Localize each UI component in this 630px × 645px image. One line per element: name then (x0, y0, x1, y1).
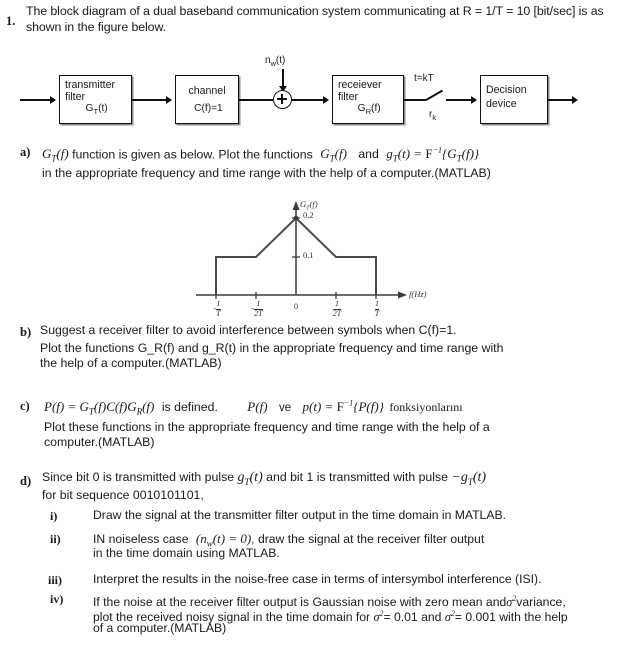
wire-switch-to-decision (446, 99, 473, 101)
part-b-line1: Suggest a receiver filter to avoid interference between symbols when C(f)=1. (40, 323, 457, 337)
subitem-iv-sigma-3: $\sigma^2$ (444, 609, 455, 625)
subitem-ii-text-b: , draw the signal at the receiver filter output (251, 532, 485, 546)
gt-spectrum-chart (186, 196, 436, 318)
part-c-equation: $P(f) = G_T(f)C(f)G_R(f)$ (44, 399, 155, 417)
subitem-iv-marker: iv) (50, 592, 64, 606)
chart-peak-marker (294, 216, 299, 221)
block-diagram (20, 55, 580, 140)
receiver-filter-line1: receiever (338, 79, 382, 91)
subitem-ii-text-a: IN noiseless case (93, 532, 189, 546)
part-a-line2: in the appropriate frequency and time range with the help of a computer.(MATLAB) (42, 166, 491, 180)
arrow-sum-to-receiver (323, 96, 329, 104)
part-a-fn2: $g_T(t) = F^{-1}\{G_T(f)\}$ (386, 146, 480, 164)
part-c-fn1: P(f) (247, 399, 268, 415)
subitem-iv-text-e: = 0.001 with the help (454, 610, 568, 625)
transmitter-filter-sublabel: $G_T(t)$ (85, 103, 108, 117)
subitem-iv-sigma-2: $\sigma^2$ (373, 609, 384, 625)
part-c-line1 (44, 396, 629, 420)
question-number: 1. (6, 14, 16, 28)
chart-xlabel-pos1-2T: $\frac{1}{2T}$ (332, 299, 342, 318)
wire-sum-to-receiver (292, 99, 325, 101)
subitem-ii-marker: ii) (50, 532, 61, 546)
subitem-iv-text-c: plot the received noisy signal in the time domain for (93, 610, 371, 625)
channel-sublabel: C(f)=1 (194, 103, 223, 114)
part-c-ve: ve (278, 402, 292, 415)
chart-ylabel-0-2: 0.2 (303, 210, 314, 220)
subitem-iii-line1: Interpret the results in the noise-free case in terms of intersymbol interference (ISI). (93, 572, 542, 586)
part-a-gt-f: $G_T(f)$ (42, 146, 69, 164)
chart-y-axis-arrow (293, 201, 300, 210)
part-d-pulse-negative: $-g_T(t)$ (451, 470, 487, 487)
transmitter-filter-line1: transmitter (65, 79, 116, 91)
subitem-ii-noise-expr: $(n_w(t) = 0)$ (195, 531, 252, 549)
chart-xlabel-zero: 0 (294, 302, 298, 311)
arrow-switch-to-decision (471, 96, 477, 104)
noise-label: $n_w(t)$ (265, 55, 286, 68)
part-b-line2: Plot the functions G_R(f) and g_R(t) in the appropriate frequency and time range with (40, 341, 504, 355)
part-b-letter: b) (20, 325, 32, 339)
part-c-letter: c) (20, 399, 30, 413)
subitem-iv-sigma-1: $\sigma^2$ (506, 594, 517, 610)
arrow-tx-to-channel (166, 96, 172, 104)
receiver-filter-sublabel: $G_R(f)$ (357, 103, 381, 117)
subitem-iv-text-d: = 0.01 and (383, 610, 442, 625)
chart-xlabel-neg1-2T: - $\frac{1}{2T}$ (251, 299, 263, 318)
part-c-turkish-tail: fonksiyonlarını (389, 400, 463, 415)
chart-xlabel-pos1T: $\frac{1}{T}$ (374, 299, 380, 318)
wire-tx-to-channel (132, 99, 168, 101)
receiver-filter-line2: filter (338, 91, 359, 103)
chart-x-axis-arrow (398, 292, 407, 299)
arrow-input (50, 96, 56, 104)
wire-input (20, 99, 52, 101)
part-d-pulse-positive: $g_T(t)$ (237, 470, 263, 487)
sampler-output-label: $r_k$ (429, 109, 437, 122)
part-c-fn2: $p(t) = F^{-1}\{P(f)\}$ (302, 399, 384, 415)
sampling-instant-label: t=kT (414, 73, 434, 84)
summing-node (273, 90, 292, 109)
part-d-line1-a: Since bit 0 is transmitted with pulse (42, 470, 235, 484)
block-transmitter-filter (59, 75, 132, 124)
part-c-line3: computer.(MATLAB) (44, 435, 155, 449)
subitem-iv-text-b: variance, (516, 595, 566, 610)
transmitter-filter-line2: filter (65, 91, 86, 103)
block-decision-device (480, 75, 548, 124)
chart-axis-name-x: f(Hz) (409, 289, 427, 299)
sampler-switch[interactable] (426, 90, 443, 101)
part-c-is-defined: is defined. (161, 400, 218, 415)
chart-ylabel-0-1: 0.1 (303, 250, 314, 260)
subitem-i-marker: i) (50, 509, 58, 523)
part-a-fn1: $G_T(f)$ (320, 146, 347, 164)
subitem-i-line1: Draw the signal at the transmitter filter output in the time domain in MATLAB. (93, 508, 506, 522)
decision-device-line2: device (486, 98, 517, 110)
decision-device-line1: Decision (486, 84, 527, 96)
chart-xlabel-neg1T: - $\frac{1}{T}$ (213, 299, 221, 318)
wire-channel-to-sum (239, 99, 273, 101)
subitem-iv-text-a: If the noise at the receiver filter output is Gaussian noise with zero mean and (93, 595, 507, 610)
subitem-iii-marker: iii) (48, 573, 62, 587)
part-c-line2: Plot these functions in the appropriate frequency and time range with the help of a (44, 420, 490, 434)
part-b-line3: the help of a computer.(MATLAB) (40, 356, 222, 370)
wire-receiver-to-switch (404, 99, 426, 101)
part-a-line1-mid: function is given as below. Plot the functions (72, 147, 313, 162)
wire-output (548, 99, 574, 101)
subitem-ii-line2: in the time domain using MATLAB. (93, 546, 280, 560)
subitem-iv-line3: of a computer.(MATLAB) (93, 621, 227, 635)
block-channel (175, 75, 239, 124)
part-a-and: and (358, 147, 379, 162)
part-a-letter: a) (20, 145, 31, 159)
chart-axis-name-y: $G_T(f)$ (300, 199, 318, 212)
part-d-line1-b: and bit 1 is transmitted with pulse (266, 470, 448, 484)
block-receiver-filter (332, 75, 404, 124)
part-d-line2: for bit sequence 0010101101, (42, 488, 204, 502)
arrow-output (572, 96, 578, 104)
part-d-letter: d) (20, 474, 32, 488)
part-a-line1 (42, 143, 622, 167)
channel-line1: channel (188, 85, 226, 97)
question-text: The block diagram of a dual baseband communication system communicating at R = 1/T = 10 [bit/sec] is as shown in the figure below. (26, 4, 604, 34)
